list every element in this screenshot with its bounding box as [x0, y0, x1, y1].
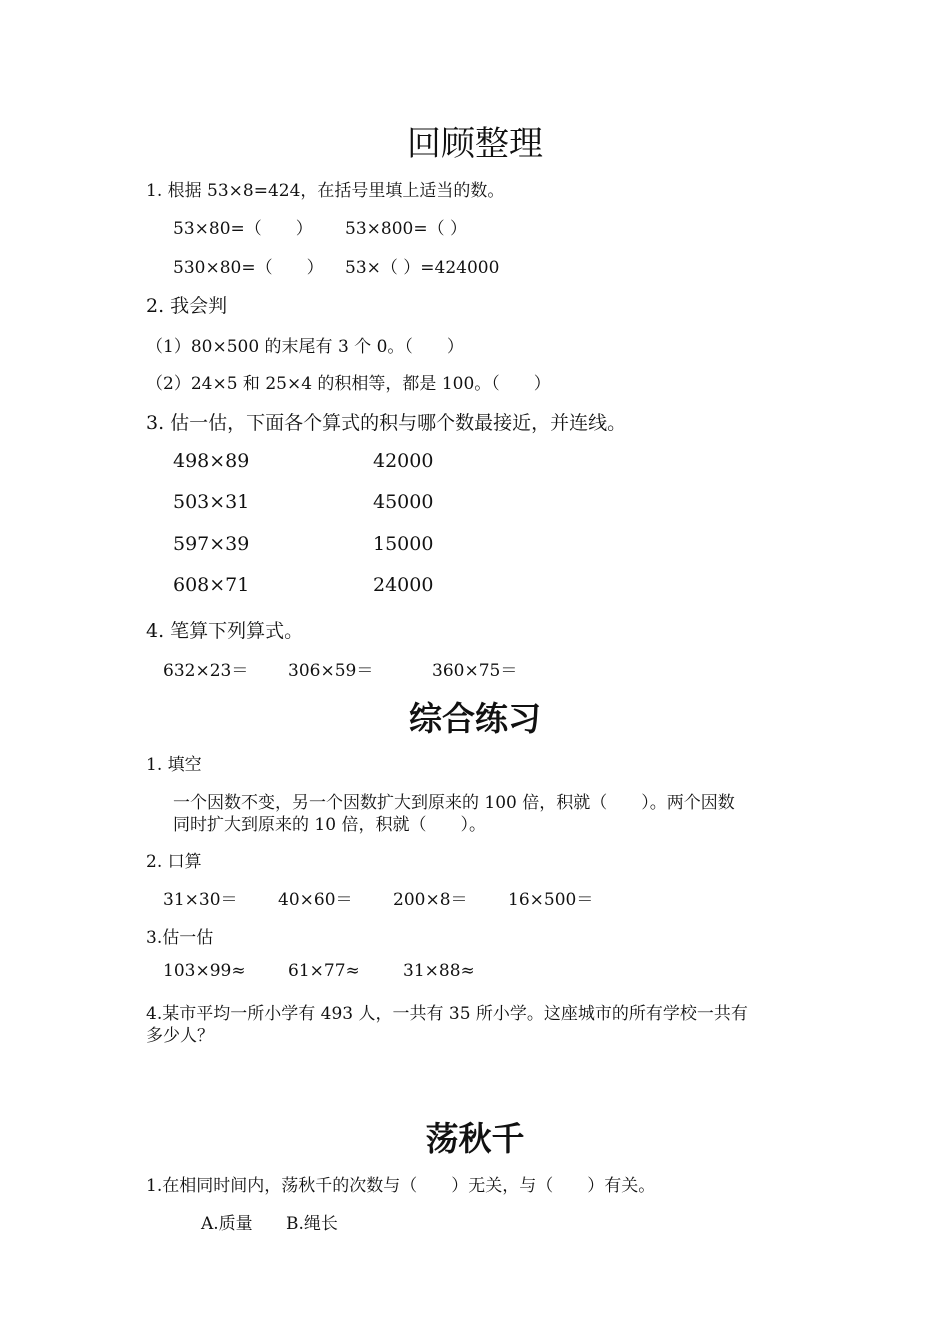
section-title-swing: 荡秋千 [425, 1119, 525, 1158]
written-calc-item: 360×75＝ [432, 661, 518, 681]
question-2-prompt: 2. 我会判 [146, 295, 228, 317]
question-3-prompt: 3. 估一估，下面各个算式的积与哪个数最接近，并连线。 [146, 412, 627, 434]
word-problem-line: 4.某市平均一所小学有 493 人，一共有 35 所小学。这座城市的所有学校一共有 [146, 1004, 748, 1024]
fill-item: 53×（ ）=424000 [345, 258, 500, 278]
question-1-prompt: 1. 填空 [146, 755, 202, 775]
written-calc-item: 632×23＝ [163, 661, 249, 681]
question-2-prompt: 2. 口算 [146, 852, 202, 872]
section-title-practice: 综合练习 [409, 699, 541, 738]
word-problem-line: 多少人？ [146, 1026, 214, 1046]
mental-calc-item: 200×8＝ [393, 890, 468, 910]
question-1-prompt: 1.在相同时间内，荡秋千的次数与（ ）无关，与（ ）有关。 [146, 1176, 656, 1196]
estimate-item: 31×88≈ [403, 961, 475, 981]
mental-calc-item: 40×60＝ [278, 890, 353, 910]
mental-calc-item: 31×30＝ [163, 890, 238, 910]
written-calc-item: 306×59＝ [288, 661, 374, 681]
judge-item: （1）80×500 的末尾有 3 个 0。（ ） [146, 337, 464, 357]
expression-left: 608×71 [173, 574, 250, 596]
fill-item: 53×800=（ ） [345, 219, 467, 239]
judge-item: （2）24×5 和 25×4 的积相等，都是 100。（ ） [146, 374, 551, 394]
expression-left: 498×89 [173, 450, 250, 472]
fill-line: 一个因数不变，另一个因数扩大到原来的 100 倍，积就（ ）。两个因数 [173, 793, 735, 813]
fill-line: 同时扩大到原来的 10 倍，积就（ ）。 [173, 815, 486, 835]
question-4-prompt: 4. 笔算下列算式。 [146, 620, 304, 642]
estimate-item: 103×99≈ [163, 961, 246, 981]
fill-item: 530×80=（ ） [173, 258, 324, 278]
question-1-prompt: 1. 根据 53×8=424，在括号里填上适当的数。 [146, 181, 505, 201]
expression-left: 597×39 [173, 533, 250, 555]
fill-item: 53×80=（ ） [173, 219, 313, 239]
section-title-review: 回顾整理 [407, 124, 543, 164]
option-b: B.绳长 [286, 1214, 338, 1234]
estimate-right: 15000 [373, 533, 434, 555]
estimate-item: 61×77≈ [288, 961, 360, 981]
estimate-right: 45000 [373, 491, 434, 513]
mental-calc-item: 16×500＝ [508, 890, 594, 910]
estimate-right: 24000 [373, 574, 434, 596]
estimate-right: 42000 [373, 450, 434, 472]
expression-left: 503×31 [173, 491, 250, 513]
option-a: A.质量 [201, 1214, 253, 1234]
question-3-prompt: 3.估一估 [146, 928, 214, 948]
